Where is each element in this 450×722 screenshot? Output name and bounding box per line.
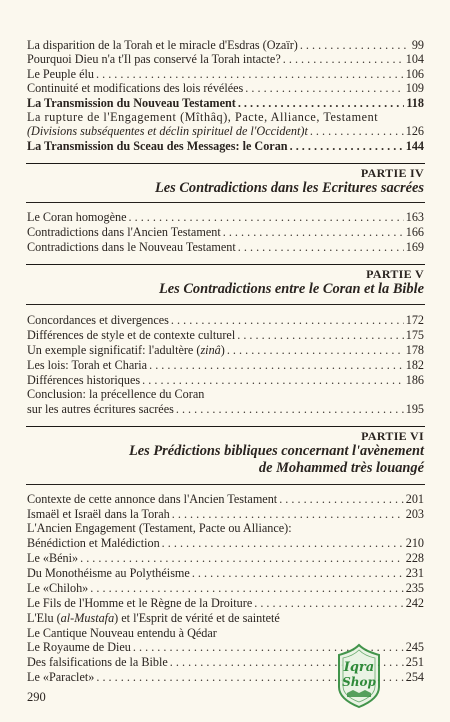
toc-entry: La Transmission du Sceau des Messages: le Coran . . . 144	[27, 139, 424, 153]
toc-entry: Continuité et modifications des lois révélées . . . 109	[27, 81, 424, 95]
toc-entry: (Divisions subséquentes et déclin spirituel de l'Occident)t . . . 126	[27, 124, 424, 138]
shop-stamp-logo	[331, 643, 387, 709]
page-number: 290	[27, 690, 46, 704]
toc-entry: Un exemple significatif: l'adultère (zinâ) . . . 178	[27, 343, 424, 357]
toc-entry: Conclusion: la précellence du Coran	[27, 387, 205, 401]
section-divider	[26, 163, 425, 164]
part-title: Les Contradictions entre le Coran et la Bible	[158, 281, 424, 297]
toc-entry: Le Royaume de Dieu . . . 245	[27, 640, 424, 654]
toc-entry: Des falsifications de la Bible . . . 251	[27, 655, 424, 669]
part-title: Les Prédictions bibliques concernant l'avènement	[129, 443, 424, 459]
toc-entry: La Transmission du Nouveau Testament . . . 118	[27, 96, 424, 110]
toc-entry: Concordances et divergences . . . 172	[27, 313, 424, 327]
toc-entry: L'Ancien Engagement (Testament, Pacte ou Alliance):	[27, 521, 292, 535]
toc-entry: Différences de style et de contexte culturel . . . 175	[27, 328, 424, 342]
section-divider	[26, 484, 425, 485]
toc-entry: Le Fils de l'Homme et le Règne de la Droiture . . . 242	[27, 596, 424, 610]
part-title-line2: de Mohammed très louangé	[258, 460, 424, 476]
toc-entry: Contexte de cette annonce dans l'Ancien Testament . . . 201	[27, 492, 424, 506]
toc-entry: L'Elu (al-Mustafa) et l'Esprit de vérité et de sainteté	[27, 611, 280, 625]
svg-text:Shop: Shop	[342, 675, 376, 689]
part-label: PARTIE IV	[360, 166, 424, 180]
toc-entry: Le Peuple élu . . . 106	[27, 67, 424, 81]
svg-text:Iqra: Iqra	[343, 660, 375, 675]
toc-entry: Le Cantique Nouveau entendu à Qédar	[27, 626, 217, 640]
section-divider	[26, 426, 425, 427]
part-label: PARTIE VI	[361, 429, 424, 443]
part-title: Les Contradictions dans les Ecritures sacrées	[154, 180, 424, 196]
section-divider	[26, 202, 425, 203]
toc-entry: La rupture de l'Engagement (Mîthâq), Pacte, Alliance, Testament	[27, 110, 379, 124]
section-divider	[26, 264, 425, 265]
toc-entry: Contradictions dans le Nouveau Testament . . . 169	[27, 240, 424, 254]
toc-entry: Bénédiction et Malédiction . . . 210	[27, 536, 424, 550]
toc-entry: Ismaël et Israël dans la Torah . . . 203	[27, 507, 424, 521]
toc-entry: Du Monothéisme au Polythéisme . . . 231	[27, 566, 424, 580]
toc-entry: Pourquoi Dieu n'a t'Il pas conservé la Torah intacte? . . . 104	[27, 52, 424, 66]
toc-entry: Contradictions dans l'Ancien Testament . . . 166	[27, 225, 424, 239]
toc-entry: Le «Paraclet» . . . 254	[27, 670, 424, 684]
section-divider	[26, 304, 425, 305]
toc-entry: Le «Chiloh» . . . 235	[27, 581, 424, 595]
toc-entry: Le Coran homogène . . . 163	[27, 210, 424, 224]
toc-entry: Le «Béni» . . . 228	[27, 551, 424, 565]
toc-entry: La disparition de la Torah et le miracle d'Esdras (Ozaïr) . . . 99	[27, 38, 424, 52]
part-label: PARTIE V	[366, 267, 424, 281]
toc-entry: Différences historiques . . . 186	[27, 373, 424, 387]
toc-entry: Les lois: Torah et Charia . . . 182	[27, 358, 424, 372]
toc-entry: sur les autres écritures sacrées . . . 195	[27, 402, 424, 416]
